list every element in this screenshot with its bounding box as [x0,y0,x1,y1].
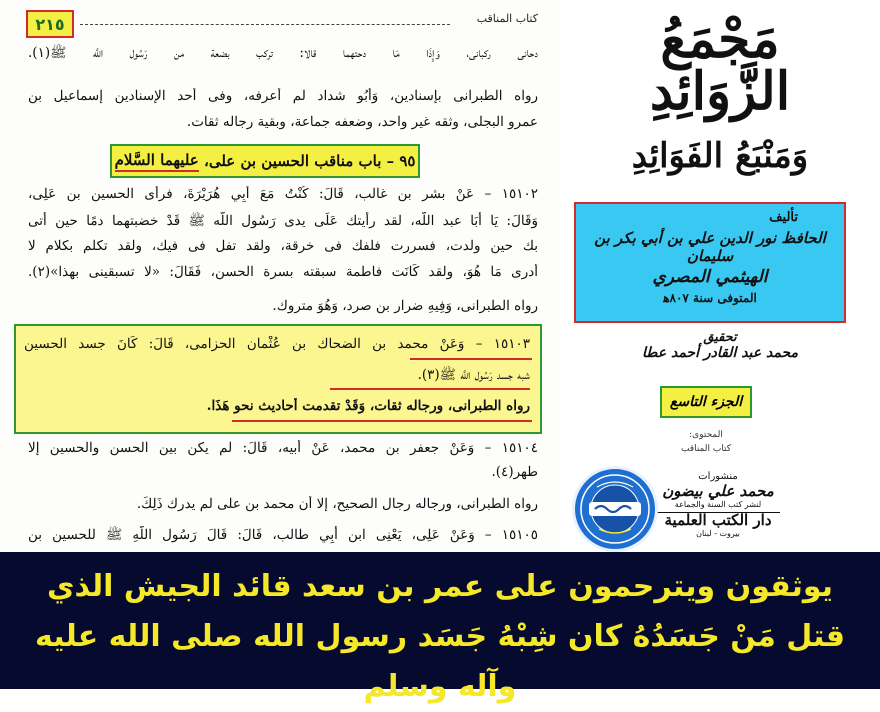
text-line: ١٥١٠٤ – وَعَنْ جعفر بن محمد، عَنْ أبيه، قَالَ: لم يكن بين الحسن والحسين إلا [28,440,538,456]
publisher-name: محمد علي بيضون [662,482,774,500]
text-line: شبه جسد رَسُول اللَّه ﷺ(٣). [417,367,530,383]
publisher-house: دار الكتب العلمية [656,512,780,527]
part-title: كتاب المناقب [680,444,732,454]
editor-name: محمد عبد القادر أحمد عطا [642,345,798,361]
book-page-scan [0,0,560,552]
publisher-block [656,470,780,541]
chapter-heading-prefix: ٩٥ – باب مناقب الحسين بن على، [203,152,416,170]
text-line: دحانى ركبانى، وَإِذَا مَا دحتهما قالا: تركب بضعة من رَسُول اللَّه ﷺ(١). [28,45,538,61]
caption-bar [0,552,880,704]
cover-subtitle: وَمَنْبَعُ الفَوَائِدِ [631,136,809,176]
author-nisba: الهيثمي المصري [652,267,768,287]
text-line: ١٥١٠٣ – وَعَنْ محمد بن الضحاك بن عُثْمان الحزامى، قَالَ: كَانَ جسد الحسين [24,336,530,352]
author-label: تأليف [769,210,798,225]
text-line: وَقَالَ: يَا أَبَا عبد اللَّه، لقد رأيتك عَلَى يدى رَسُول اللَّه ﷺ قَدْ خضبتهما دمًا حين أتى [28,213,538,229]
text-line: رواه الطبرانى، ورجاله ثقات، وَقَدْ تقدمت أحاديث نحو هَذَا. [206,398,530,414]
text-line: بك حين ولدت، فسررت فلفك فى خرقة، ولقد تفل فى فيك، ولقد تكلم بكلام لا [28,238,538,254]
page-number-badge: ٢١٥ [26,10,74,38]
running-head: كتاب المناقب [476,12,538,25]
text-line: رواه الطبرانى، ورجاله رجال الصحيح، إلا أن محمد بن على لم يدرك ذَلِكَ. [136,496,538,512]
text-line: ١٥١٠٢ – عَنْ بشر بن غالب، قَالَ: كُنْتُ مَعَ أَبِي هُرَيْرَةَ، فرأى الحسين بن عَلِى، [28,186,538,202]
publisher-label: منشورات [698,471,738,482]
text-line: طهر(٤). [491,464,538,480]
text-line: عمرو البجلى، وثقه غير واحد، وضعفه جماعة، وبقية رجاله ثقات. [186,114,538,130]
seal-stamp [572,466,658,552]
cover-title: مَجْمَعُ الزَّوَائِدِ [649,9,791,122]
text-line: رواه الطبرانى، وَفِيهِ ضرار بن صرد، وَهُوَ متروك. [272,298,538,314]
seal-stamp-graphic [575,469,655,549]
volume-label: الجزء التاسع [660,386,752,418]
caption-text: يوثقون ويترحمون على عمر بن سعد قائد الجيش الذي قتل مَنْ جَسَدُهُ كان شِبْهُ جَسَد رسول الله صلى الله عليه وآله وسلم [35,569,845,704]
red-underline [330,388,530,390]
part-block [652,428,760,456]
red-underline [410,358,532,360]
publisher-note: لنشر كتب السنة والجماعة [674,500,762,509]
editor-label: تحقيق [703,330,737,345]
author-death: المتوفى سنة ٨٠٧ﻫ [663,291,757,305]
header-divider [80,24,450,25]
publisher-city: بيروت - لبنان [696,529,740,538]
text-line: رواه الطبرانى بإسنادين، وَأَبُو شداد لم أعرفه، وفى أحد الإسنادين إسماعيل بن [28,88,538,104]
text-line: ١٥١٠٥ – وَعَنْ عَلِى، يَعْنِى ابن أَبِي طالب، قَالَ: قَالَ رَسُول اللَّهِ ﷺ للحسين بن [28,527,538,543]
chapter-heading-underlined: عليهما السَّلام [115,151,199,172]
author-name: الحافظ نور الدين علي بن أبي بكر بن سليمان [594,229,826,265]
red-underline [232,420,532,422]
editor-block [620,330,820,361]
part-label: المحتوى: [689,430,723,440]
chapter-heading [110,144,420,178]
author-box [574,202,846,323]
text-line: أدرى مَا هُوَ، ولقد كَانَت فاطمة سبقته بسرة الحسن، فَقَالَ: «لا تسبقينى بهذا»(٢). [28,264,538,280]
